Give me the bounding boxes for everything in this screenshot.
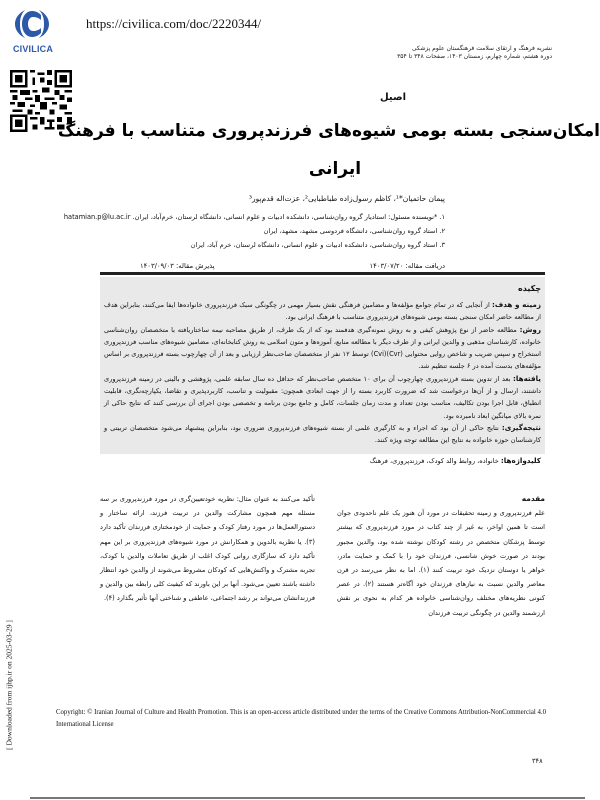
intro-text-right: علم فرزندپروری و زمینه تحقیقات در مورد آن هنوز یک علم ناحدودی جوان است تا همین اواخر، به غیر از چند کتاب در مورد فرزندپروری که بیشتر توسط پزشکان متخصص در رشته کودکان نوشته شده بود، والدین مجبور بودند در صورت خوش شانسی، فرزندان خود را با کمک و حمایت مادر، خواهر یا دوستان نزدیک خود تربیت کنند (۱). اما به نظر می‌رسد در قرن معاصر والدین نسبت به نیازهای فرزندان خود آگاه‌تر هستند (۲). در عصر کنونی نظریه‌های مختلف روان‌شناسی خانواده هر کدام به نحوی بر نقش ارزشمند والدین در چگونگی تربیت فرزندان xyxy=(337,509,546,617)
article-dates xyxy=(140,262,445,270)
abstract-background xyxy=(104,299,541,324)
journal-name: نشریه فرهنگ و ارتقای سلامت فرهنگستان علوم پزشکی xyxy=(411,45,552,52)
received-date: دریافت مقاله: ۱۴۰۳/۰۷/۲۰ xyxy=(369,262,445,270)
article-type: اصیل xyxy=(379,92,407,103)
abstract-keywords xyxy=(104,455,541,467)
journal-info xyxy=(397,45,552,61)
download-stamp-text: [ Downloaded from ijhp.ir on 2025-03-29 ] xyxy=(4,620,14,750)
method-text: مطالعه حاضر از نوع پژوهش کیفی و به روش نمونه‌گیری هدفمند بود که از یک طرف، از طریق مصاحبه نیمه ساختاریافته با متخصصان روان‌شناسی خانواده، کارشناسان مذهبی و والدین ایرانی و از طرف دیگر با مطالعه منابع، آموزه‌ها و متون اسلامی به روش کتابخانه‌ای، مضامین شیوه‌های مناسب فرزندپروری استخراج و سپس ضریب و شاخص روایی محتوایی (Cvr)(Cvi) توسط ۱۲ نفر از متخصصان صاحب‌نظر ارزیابی و بعد از آن چهارچوب بسته فرزندپروری بر اساس مؤلفه‌های بدست آمده در ۶ جلسه تنظیم شد. xyxy=(104,325,542,371)
footer-divider xyxy=(30,797,585,799)
affiliation-1: ۱. *نویسنده مسئول: استادیار گروه روان‌شناسی، دانشکده ادبیات و علوم انسانی، دانشگاه لرستان، خرم‌آباد، ایران. hatamian.p@lu.ac.ir xyxy=(63,213,445,221)
title-line-1: امکان‌سنجی بسته بومی شیوه‌های فرزندپروری متناسب با فرهنگ xyxy=(57,121,600,141)
authors: پیمان حاتمیان*¹، کاظم رسول‌زاده طباطبایی²، عزت‌اله قدم‌پور³ xyxy=(248,194,445,203)
abstract-heading: چکیده xyxy=(517,284,541,293)
civilica-logo[interactable] xyxy=(5,8,57,58)
affiliation-3: ۳. استاد گروه روان‌شناسی، دانشکده ادبیات و علوم انسانی، دانشگاه لرستان، خرم آباد، ایران xyxy=(190,241,445,249)
findings-label: یافته‌ها: xyxy=(513,373,541,383)
affiliation-2: ۲. استاد گروه روان‌شناسی، دانشگاه فردوسی مشهد، مشهد، ایران xyxy=(263,227,445,235)
journal-issue: دوره هشتم، شماره چهارم، زمستان ۱۴۰۳، صفحات ۳۴۸ تا ۳۵۴ xyxy=(397,53,552,60)
body-column-right xyxy=(337,492,545,620)
page-number: ۳۴۸ xyxy=(532,757,543,765)
abstract-box xyxy=(100,277,545,465)
civilica-logo-text: CIVILICA xyxy=(12,44,54,54)
background-label: زمینه و هدف: xyxy=(492,300,541,309)
article-title xyxy=(57,112,600,188)
affiliations xyxy=(64,210,445,252)
background-text: از آنجایی که در تمام جوامع مؤلفه‌ها و مضامین فرهنگی نقش بسیار مهمی در چگونگی سبک فرزندپروری خانواده‌ها ایفا می‌کنند، بنابراین هدف از مطالعه حاضر امکان سنجی بسته بومی شیوه‌های فرزندپروری متناسب با فرهنگ ایرانی بود. xyxy=(104,301,541,322)
keywords-text: خانواده، روابط والد کودک، فرزندپروری، فرهنگ xyxy=(369,456,499,465)
conclusion-label: نتیجه‌گیری: xyxy=(501,422,541,432)
title-line-2: ایرانی xyxy=(308,159,362,179)
civilica-c-icon xyxy=(15,8,49,40)
document-url[interactable]: https://civilica.com/doc/2220344/ xyxy=(86,16,262,31)
download-stamp xyxy=(3,590,15,780)
intro-heading: مقدمه xyxy=(521,494,545,503)
findings-text: بعد از تدوین بسته فرزندپروری چهارچوب آن برای ۱۰ متخصص صاحب‌نظر که حداقل ده سال سابقه علمی، پژوهشی و بالینی در زمینه فرزندپروری داشتند، ارسال و از آن‌ها درخواست شد که ضرورت کاربرد بسته را از جهت ابعادی همچون: مقبولیت و تناسب، کاربردپذیری و تقاضا، یکپارچه‌نگری، قابلیت انطباق، قابل اجرا بودن تکالیف، مناسب بودن تعداد و مدت زمان جلسات، کامل و جامع بودن برنامه و تخصصی بودن اجرای آن بررسی کنند که نتایج حاکی از نمره بالای میانگین ابعاد نامبرده بود. xyxy=(104,374,541,420)
abstract-conclusion xyxy=(104,422,541,447)
copyright-notice: Copyright: © Iranian Journal of Culture and Health Promotion. This is an open-access article distributed under the terms of the Creative Commons Attribution-NonCommercial 4.0 International License xyxy=(56,709,546,728)
intro-text-left: تأکید می‌کنند به عنوان مثال: نظریه خودتعیین‌گری در مورد فرزندپروری بر سه مسئله مهم همچون مشارکت والدین در تربیت فرزند، ارائه ساختار و دستورالعمل‌ها در مورد رفتار کودک و حمایت از خودمختاری فرزندان تأکید دارد (۳). یا نظریه بالدوین و همکارانش در مورد شیوه‌های فرزندپروری بر این مهم تأکید دارد که سازگاری روانی کودک اغلب از طریق تعاملات والدین با کودک، تجربه مشترک و واکنش‌هایی که کودکان مشروط می‌شوند از والدین خود انتظار داشته باشند تعیین می‌شود. آنها بر این باورند که کیفیت کلی رابطه بین والدین و فرزندانشان می‌تواند بر رشد اجتماعی، عاطفی و شناختی آنها تأثیر بگذارد (۴). xyxy=(100,495,315,603)
header-divider xyxy=(100,272,545,275)
abstract-method xyxy=(104,324,541,373)
accepted-date: پذیرش مقاله: ۱۴۰۳/۰۹/۰۳ xyxy=(140,262,215,270)
abstract-findings xyxy=(104,373,541,422)
conclusion-text: نتایج حاکی از آن بود که اجراء و به کارگیری علمی از بسته شیوه‌های فرزندپروری ضروری بود، بنابراین پیشنهاد می‌شود متخصصان تربیتی و کارشناسان حوزه خانواده به نتایج این مطالعه توجه ویژه کنند. xyxy=(104,423,541,445)
keywords-label: کلیدواژه‌ها: xyxy=(500,455,541,465)
body-column-left xyxy=(100,492,315,606)
method-label: روش: xyxy=(519,324,541,334)
